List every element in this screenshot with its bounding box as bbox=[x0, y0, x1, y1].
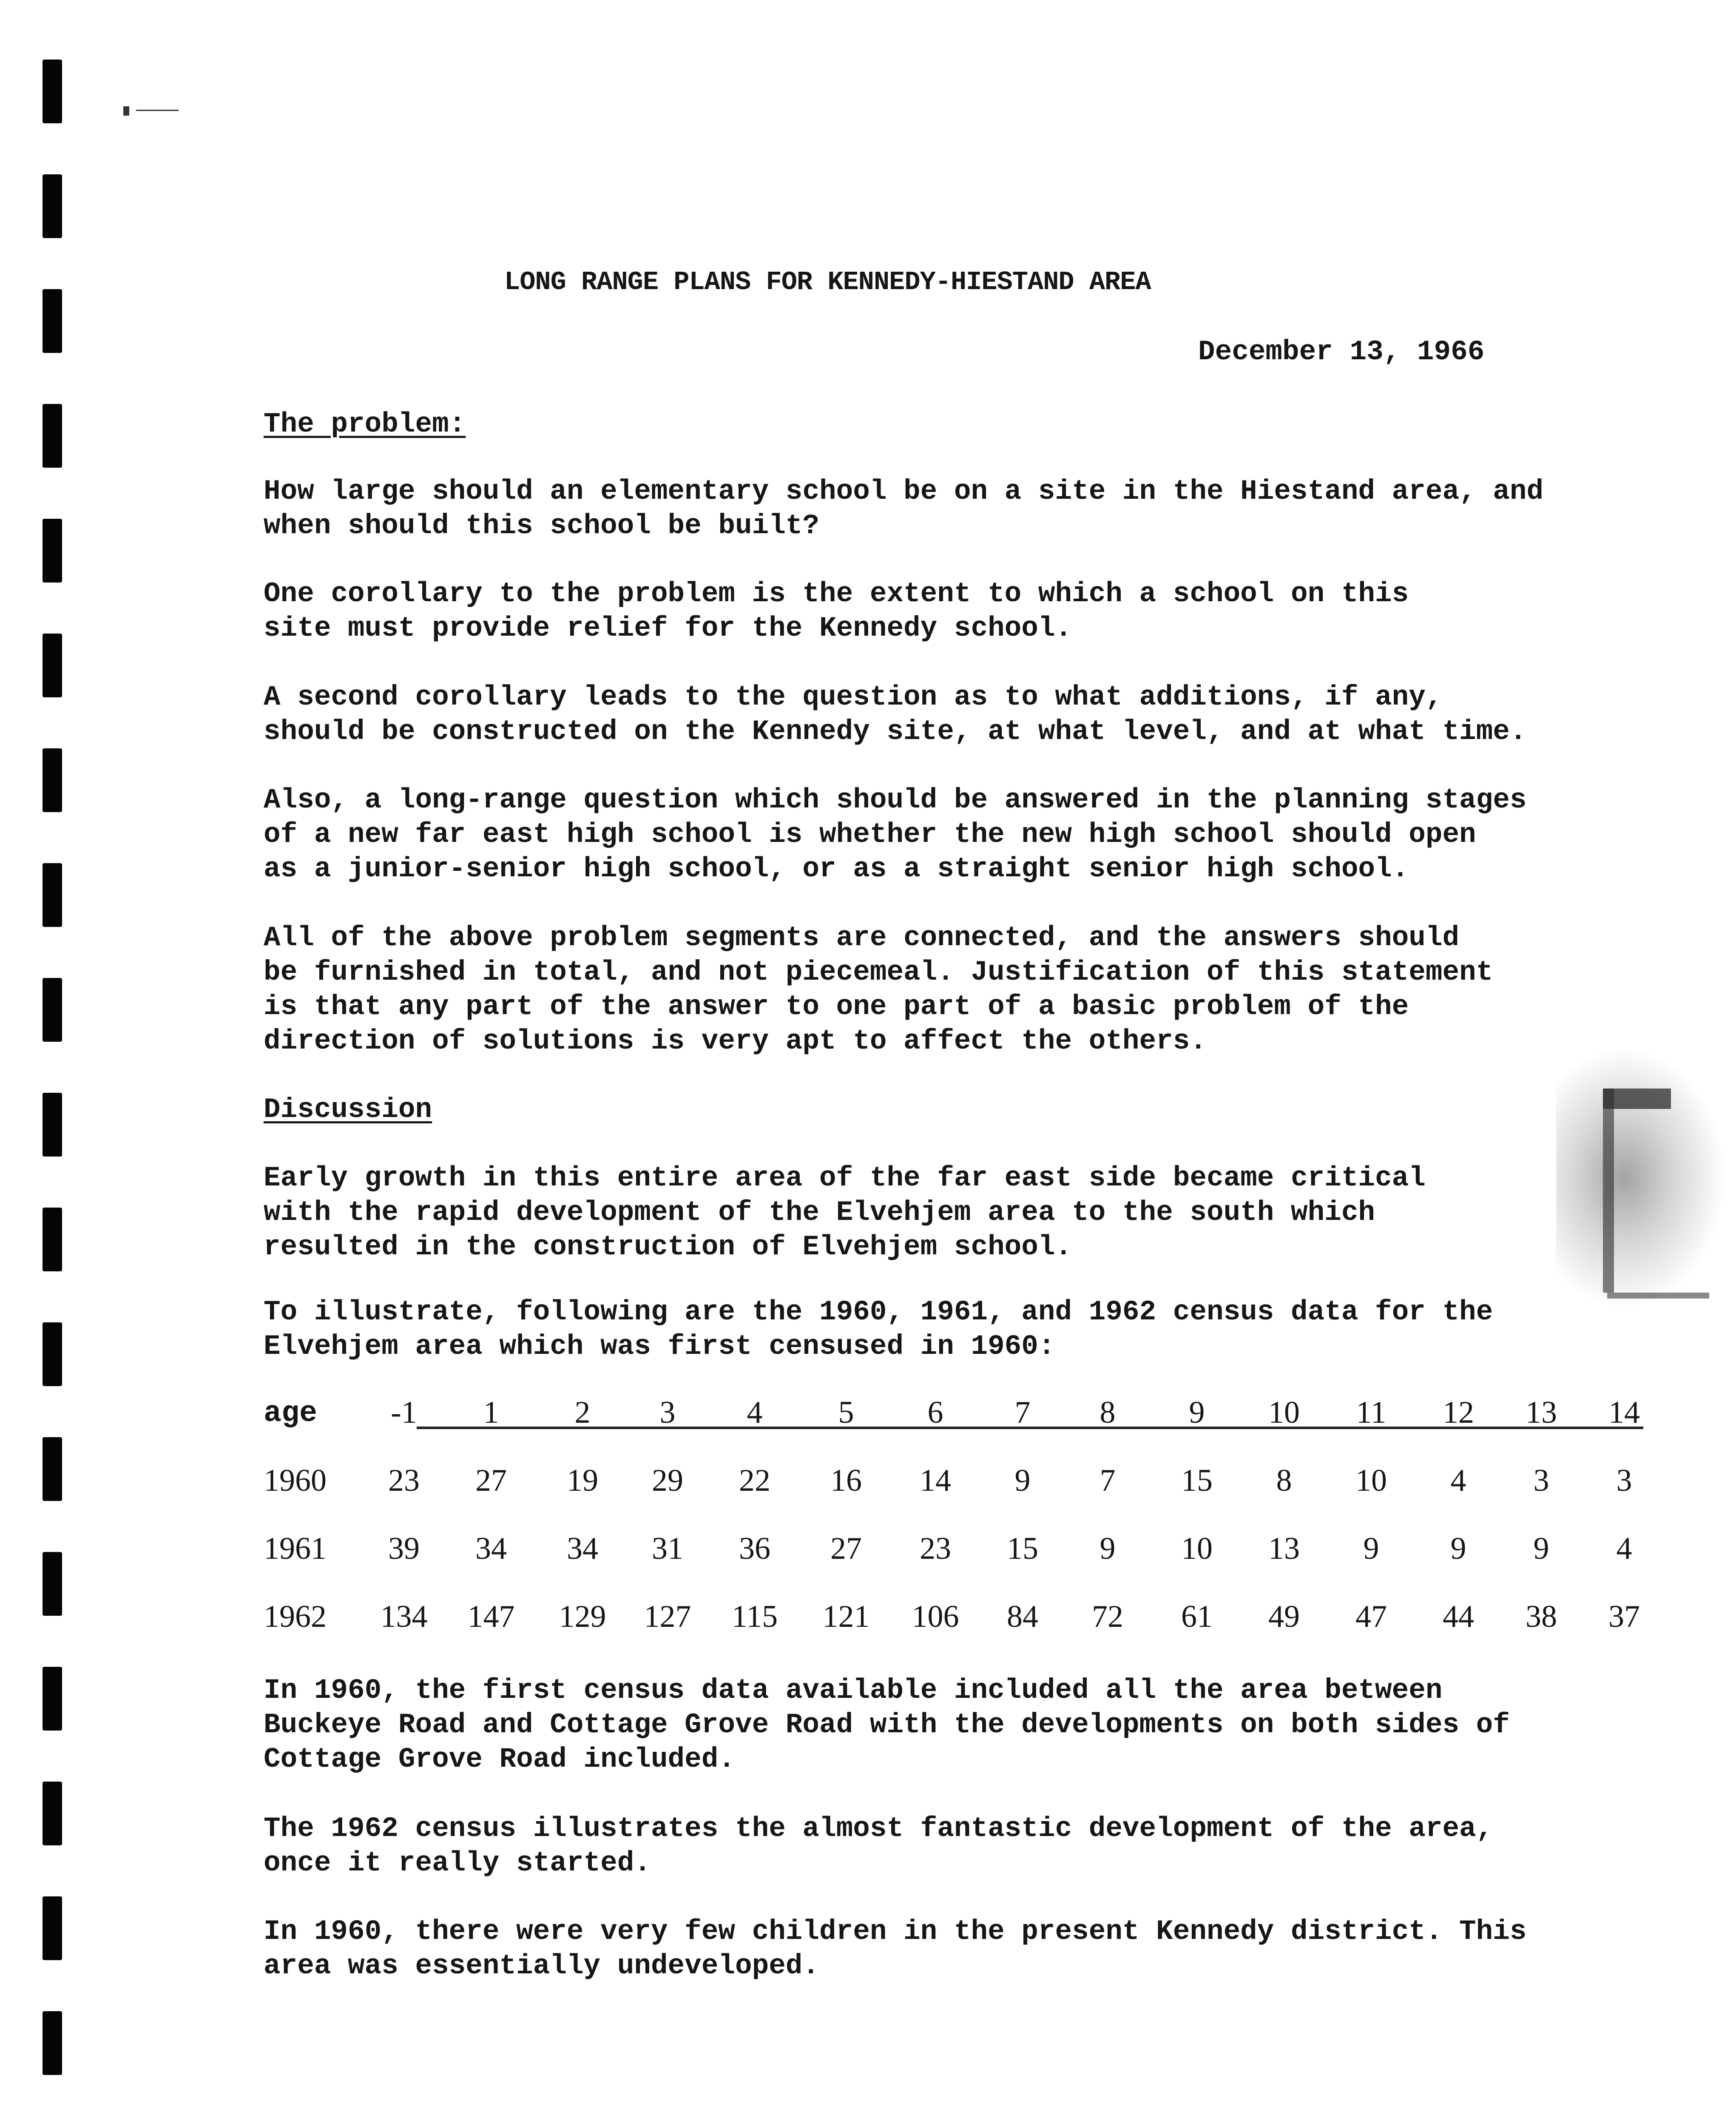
census-year-label: 1961 bbox=[264, 1531, 327, 1566]
binding-hole bbox=[43, 1667, 62, 1731]
binding-hole bbox=[43, 1782, 62, 1845]
census-value-cell: 36 bbox=[739, 1531, 770, 1566]
census-value-cell: 49 bbox=[1268, 1599, 1300, 1634]
census-value-cell: 8 bbox=[1276, 1463, 1292, 1498]
census-year-label: 1962 bbox=[264, 1599, 327, 1634]
census-value-cell: 34 bbox=[567, 1531, 598, 1566]
census-value-cell: 4 bbox=[1450, 1463, 1466, 1498]
census-value-cell: 129 bbox=[559, 1599, 606, 1634]
age-header-cell: 7 bbox=[1014, 1395, 1031, 1430]
problem-heading: The problem: bbox=[264, 408, 466, 440]
census-value-cell: 27 bbox=[830, 1531, 862, 1566]
census-value-cell: 134 bbox=[380, 1599, 428, 1634]
scan-smudge-stem bbox=[1603, 1089, 1614, 1293]
census-value-cell: 22 bbox=[739, 1463, 770, 1498]
census-value-cell: 3 bbox=[1533, 1463, 1549, 1498]
binding-hole bbox=[43, 1552, 62, 1616]
census-value-cell: 9 bbox=[1533, 1531, 1549, 1566]
document-title: LONG RANGE PLANS FOR KENNEDY-HIESTAND AREA bbox=[504, 267, 1151, 297]
age-header-cell: 5 bbox=[838, 1395, 854, 1430]
binding-hole bbox=[43, 634, 62, 697]
census-value-cell: 106 bbox=[912, 1599, 959, 1634]
age-header-cell: 8 bbox=[1100, 1395, 1116, 1430]
census-value-cell: 23 bbox=[388, 1463, 420, 1498]
census-value-cell: 15 bbox=[1181, 1463, 1213, 1498]
binding-hole bbox=[43, 1322, 62, 1386]
census-value-cell: 10 bbox=[1355, 1463, 1387, 1498]
binding-hole bbox=[43, 2011, 62, 2075]
census-value-cell: 10 bbox=[1181, 1531, 1213, 1566]
binding-hole bbox=[43, 404, 62, 468]
census-value-cell: 27 bbox=[475, 1463, 507, 1498]
census-value-cell: 19 bbox=[567, 1463, 598, 1498]
census-value-cell: 14 bbox=[920, 1463, 951, 1498]
census-value-cell: 4 bbox=[1616, 1531, 1632, 1566]
census-value-cell: 38 bbox=[1526, 1599, 1557, 1634]
age-header-cell: 2 bbox=[574, 1395, 591, 1430]
age-header-cell: 3 bbox=[659, 1395, 676, 1430]
binding-hole bbox=[43, 1437, 62, 1501]
age-header-cell: -1 bbox=[391, 1395, 417, 1430]
census-value-cell: 84 bbox=[1007, 1599, 1038, 1634]
census-value-cell: 37 bbox=[1608, 1599, 1640, 1634]
census-value-cell: 44 bbox=[1443, 1599, 1474, 1634]
census-value-cell: 39 bbox=[388, 1531, 420, 1566]
census-value-cell: 16 bbox=[830, 1463, 862, 1498]
age-header-cell: 10 bbox=[1268, 1395, 1300, 1430]
document-date: December 13, 1966 bbox=[1198, 336, 1485, 368]
age-header-cell: 4 bbox=[747, 1395, 763, 1430]
age-label: age bbox=[264, 1397, 318, 1430]
scan-smudge-foot bbox=[1607, 1293, 1709, 1299]
census-value-cell: 9 bbox=[1363, 1531, 1379, 1566]
age-header-cell: 14 bbox=[1608, 1395, 1640, 1430]
binding-hole bbox=[43, 748, 62, 812]
age-header-cell: 6 bbox=[927, 1395, 943, 1430]
census-value-cell: 29 bbox=[652, 1463, 683, 1498]
binding-hole bbox=[43, 978, 62, 1042]
age-header-cell: 11 bbox=[1356, 1395, 1387, 1430]
age-header-cell: 13 bbox=[1526, 1395, 1557, 1430]
census-value-cell: 9 bbox=[1450, 1531, 1466, 1566]
binding-hole bbox=[43, 1208, 62, 1271]
binding-hole bbox=[43, 1093, 62, 1157]
age-header-cell: 9 bbox=[1189, 1395, 1205, 1430]
census-value-cell: 61 bbox=[1181, 1599, 1213, 1634]
census-value-cell: 15 bbox=[1007, 1531, 1038, 1566]
census-value-cell: 47 bbox=[1355, 1599, 1387, 1634]
census-note-paragraph: The 1962 census illustrates the almost fantastic development of the area, once it really started. bbox=[264, 1813, 1493, 1879]
census-value-cell: 3 bbox=[1616, 1463, 1632, 1498]
census-value-cell: 31 bbox=[652, 1531, 683, 1566]
census-value-cell: 9 bbox=[1014, 1463, 1031, 1498]
census-value-cell: 147 bbox=[467, 1599, 515, 1634]
problem-paragraph: How large should an elementary school be on a site in the Hiestand area, and when should this school be built? bbox=[264, 475, 1544, 542]
problem-paragraph: A second corollary leads to the question as to what additions, if any, should be constructed on the Kennedy site, at what level, and at what time. bbox=[264, 681, 1527, 748]
census-value-cell: 23 bbox=[920, 1531, 951, 1566]
age-header-cell: 12 bbox=[1443, 1395, 1474, 1430]
census-year-label: 1960 bbox=[264, 1463, 327, 1498]
binding-hole bbox=[43, 289, 62, 353]
binding-hole bbox=[43, 519, 62, 583]
discussion-heading: Discussion bbox=[264, 1094, 432, 1126]
census-value-cell: 34 bbox=[475, 1531, 507, 1566]
discussion-paragraph: To illustrate, following are the 1960, 1961, and 1962 census data for the Elvehjem area which was first censused in 1960: bbox=[264, 1296, 1493, 1362]
census-value-cell: 13 bbox=[1268, 1531, 1300, 1566]
binding-hole bbox=[43, 60, 62, 123]
census-value-cell: 9 bbox=[1100, 1531, 1116, 1566]
problem-paragraph: All of the above problem segments are connected, and the answers should be furnished in total, and not piecemeal. Justification of this statement is that any part of the answer to one part of a basic problem of the direction of solutions is very apt to affect the others. bbox=[264, 922, 1493, 1057]
age-header-cell: 1 bbox=[483, 1395, 499, 1430]
census-value-cell: 127 bbox=[644, 1599, 691, 1634]
problem-paragraph: One corollary to the problem is the extent to which a school on this site must provide relief for the Kennedy school. bbox=[264, 578, 1409, 644]
stray-ink-mark bbox=[98, 106, 191, 110]
census-value-cell: 7 bbox=[1100, 1463, 1116, 1498]
problem-paragraph: Also, a long-range question which should be answered in the planning stages of a new far east high school is whether the new high school should open as a junior-senior high school, or as a straight senior high school. bbox=[264, 784, 1527, 885]
census-value-cell: 121 bbox=[822, 1599, 870, 1634]
discussion-paragraph: Early growth in this entire area of the far east side became critical with the rapid development of the Elvehjem area to the south which resulted in the construction of Elvehjem school. bbox=[264, 1162, 1426, 1263]
census-value-cell: 72 bbox=[1092, 1599, 1123, 1634]
census-value-cell: 115 bbox=[731, 1599, 778, 1634]
binding-hole bbox=[43, 1896, 62, 1960]
binding-hole bbox=[43, 174, 62, 238]
census-note-paragraph: In 1960, there were very few children in the present Kennedy district. This area was essentially undeveloped. bbox=[264, 1916, 1527, 1982]
binding-hole bbox=[43, 863, 62, 927]
census-note-paragraph: In 1960, the first census data available included all the area between Buckeye Road and Cottage Grove Road with the developments on both sides of Cottage Grove Road included. bbox=[264, 1674, 1510, 1775]
